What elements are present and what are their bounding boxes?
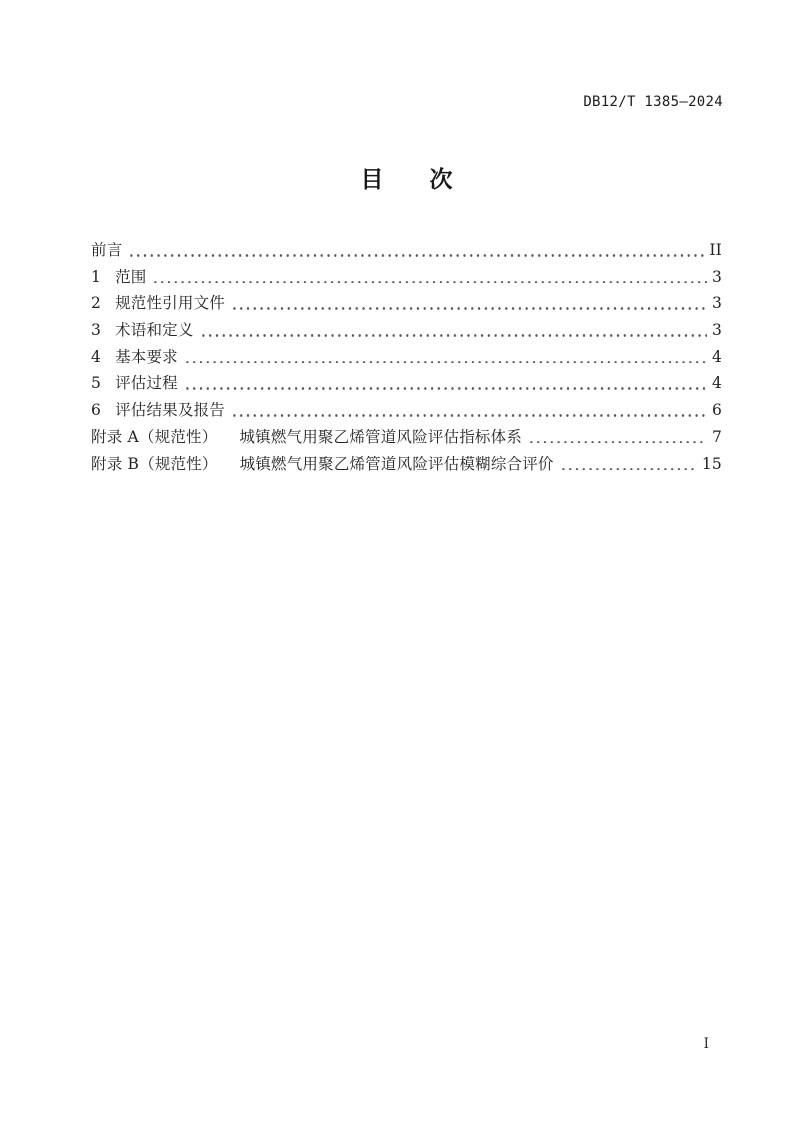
toc-dot-leader <box>558 468 697 471</box>
toc-dot-leader <box>229 307 707 310</box>
toc-entry-number: 附录 B（规范性） <box>91 454 218 473</box>
toc-entry-label: 术语和定义 <box>115 321 194 340</box>
toc-entry-number: 2 <box>91 294 102 313</box>
toc-entry <box>91 344 722 371</box>
footer-page-number: I <box>703 1036 709 1052</box>
toc-entry <box>91 317 722 344</box>
toc-entry-page: II <box>709 241 722 259</box>
toc-entry-number: 1 <box>91 267 102 286</box>
toc-entry-number: 5 <box>91 374 102 393</box>
toc-entry-number: 4 <box>91 347 102 366</box>
toc-entry-number: 6 <box>91 401 102 420</box>
toc-entry-page: 3 <box>711 321 722 340</box>
toc-entry-label: 城镇燃气用聚乙烯管道风险评估模糊综合评价 <box>239 454 554 473</box>
toc-entry-label: 范围 <box>115 267 147 286</box>
toc-dot-leader <box>198 334 707 337</box>
toc-entry-page: 15 <box>701 454 722 473</box>
toc-entry <box>91 397 722 424</box>
toc-entry <box>91 370 722 397</box>
toc-entry-page: 7 <box>711 427 722 446</box>
toc-entry <box>91 264 722 291</box>
toc-dot-leader <box>229 414 707 417</box>
toc-entry <box>91 290 722 317</box>
toc-entry-label: 基本要求 <box>115 347 178 366</box>
toc-dot-leader <box>182 387 707 390</box>
toc-dot-leader <box>182 361 707 364</box>
toc-entry-label: 评估过程 <box>115 374 178 393</box>
toc-entry <box>91 424 722 451</box>
toc-entry-number: 附录 A（规范性） <box>91 427 218 446</box>
toc-dot-leader <box>126 254 704 257</box>
toc-entry-page: 4 <box>711 347 722 366</box>
toc-dot-leader <box>526 441 707 444</box>
toc-entry-page: 3 <box>711 294 722 313</box>
toc-entry-label: 城镇燃气用聚乙烯管道风险评估指标体系 <box>239 427 523 446</box>
table-of-contents <box>91 237 722 477</box>
toc-entry <box>91 451 722 478</box>
toc-entry-page: 6 <box>711 401 722 420</box>
toc-dot-leader <box>150 281 706 284</box>
standard-code: DB12/T 1385—2024 <box>583 94 723 110</box>
page-title: 目 次 <box>360 167 453 193</box>
toc-entry-label: 评估结果及报告 <box>115 401 225 420</box>
toc-entry-label: 规范性引用文件 <box>115 294 225 313</box>
toc-entry-page: 4 <box>711 374 722 393</box>
toc-entry-label: 前言 <box>91 241 123 259</box>
toc-entry <box>91 237 722 264</box>
toc-entry-page: 3 <box>711 267 722 286</box>
toc-entry-number: 3 <box>91 321 102 340</box>
